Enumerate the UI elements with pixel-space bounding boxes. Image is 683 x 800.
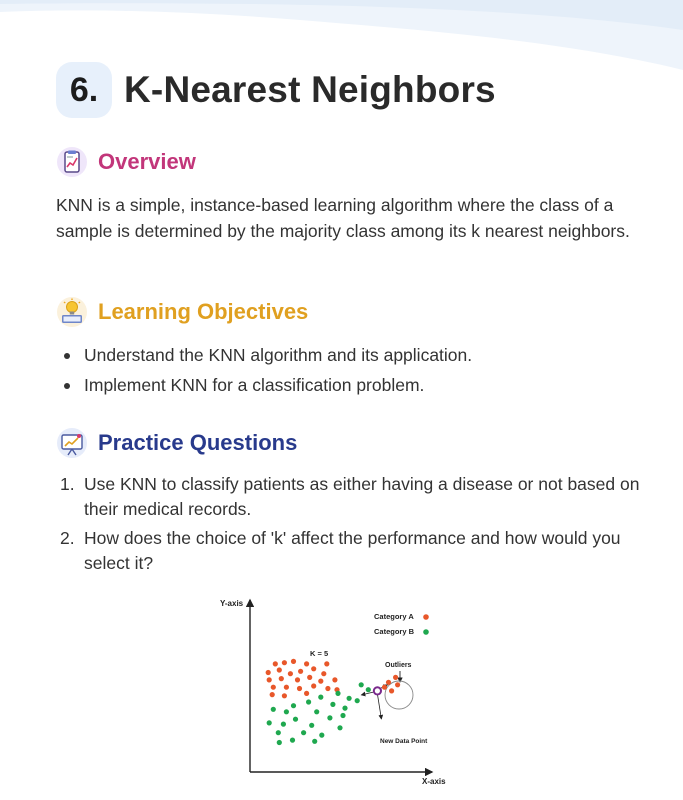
knn-scatter-chart — [200, 590, 446, 795]
presentation-board-icon — [56, 427, 88, 459]
legend-swatch-category-a — [423, 614, 429, 620]
item-number: 2. — [60, 528, 75, 548]
legend-label-category-a: Category A — [374, 612, 414, 621]
point-category-a — [386, 680, 391, 685]
list-item — [60, 526, 640, 576]
section-number-badge: 6. — [56, 62, 112, 118]
point-category-b — [281, 722, 286, 727]
point-category-b — [271, 707, 276, 712]
objectives-list — [62, 342, 472, 402]
practice-list — [60, 472, 640, 580]
item-number: 1. — [60, 474, 75, 494]
point-category-b — [301, 730, 306, 735]
new-data-point-label: New Data Point — [380, 738, 428, 745]
point-category-b — [290, 738, 295, 743]
point-category-b — [330, 702, 335, 707]
practice-heading — [56, 427, 297, 459]
point-category-b — [284, 709, 289, 714]
point-category-b — [309, 723, 314, 728]
point-category-a — [393, 675, 398, 680]
point-category-a — [318, 679, 323, 684]
point-category-a — [282, 660, 287, 665]
x-axis-label: X-axis — [422, 777, 446, 786]
legend-label-category-b: Category B — [374, 627, 415, 636]
k-value-label: K = 5 — [310, 649, 329, 658]
objectives-title: Learning Objectives — [98, 299, 309, 324]
point-category-b — [337, 725, 342, 730]
y-axis-label: Y-axis — [220, 599, 244, 608]
point-category-a — [288, 671, 293, 676]
point-category-b — [366, 687, 371, 692]
list-item — [60, 472, 640, 522]
new-data-point-marker — [374, 687, 381, 694]
overview-text: KNN is a simple, instance-based learning algorithm where the class of a sample is determined by the majority class among its k nearest neighbors. — [56, 195, 630, 241]
point-category-b — [347, 696, 352, 701]
point-category-a — [332, 677, 337, 682]
point-category-a — [273, 661, 278, 666]
point-category-b — [291, 703, 296, 708]
page-title-row — [56, 62, 496, 118]
point-category-b — [293, 717, 298, 722]
point-category-a — [307, 675, 312, 680]
point-category-b — [312, 739, 317, 744]
point-category-a — [395, 682, 400, 687]
list-item: Implement KNN for a classification problem. — [62, 372, 472, 398]
point-category-a — [295, 677, 300, 682]
point-category-a — [282, 693, 287, 698]
arrow-to-label — [377, 694, 381, 719]
point-category-b — [359, 682, 364, 687]
lightbulb-book-icon — [56, 296, 88, 328]
point-category-b — [318, 695, 323, 700]
point-category-a — [279, 676, 284, 681]
item-text: How does the choice of 'k' affect the performance and how would you select it? — [84, 528, 621, 573]
point-category-a — [266, 670, 271, 675]
data-points — [266, 659, 401, 745]
point-category-a — [297, 686, 302, 691]
point-category-b — [327, 715, 332, 720]
item-text: Use KNN to classify patients as either having a disease or not based on their medical records. — [84, 474, 640, 519]
point-category-b — [355, 698, 360, 703]
point-category-a — [325, 686, 330, 691]
point-category-a — [382, 685, 387, 690]
point-category-a — [298, 669, 303, 674]
point-category-a — [277, 667, 282, 672]
point-category-a — [291, 659, 296, 664]
overview-title: Overview — [98, 149, 196, 174]
arrow-to-category-b — [361, 692, 374, 695]
clipboard-chart-icon — [56, 146, 88, 178]
point-category-b — [319, 733, 324, 738]
point-category-b — [335, 691, 340, 696]
point-category-a — [267, 677, 272, 682]
legend-swatch-category-b — [423, 629, 429, 635]
list-item: Understand the KNN algorithm and its application. — [62, 342, 472, 368]
practice-title: Practice Questions — [98, 430, 298, 455]
point-category-a — [304, 661, 309, 666]
objectives-heading — [56, 296, 308, 328]
point-category-a — [321, 671, 326, 676]
point-category-a — [304, 691, 309, 696]
point-category-a — [324, 661, 329, 666]
point-category-a — [270, 692, 275, 697]
point-category-b — [306, 699, 311, 704]
page-title: K-Nearest Neighbors — [124, 69, 496, 110]
point-category-b — [276, 730, 281, 735]
point-category-a — [311, 666, 316, 671]
point-category-a — [284, 685, 289, 690]
point-category-b — [340, 713, 345, 718]
point-category-a — [311, 683, 316, 688]
point-category-b — [342, 706, 347, 711]
outliers-label: Outliers — [385, 662, 412, 669]
point-category-b — [277, 740, 282, 745]
chart-legend — [374, 612, 429, 636]
point-category-a — [389, 688, 394, 693]
overview-heading — [56, 146, 196, 178]
point-category-a — [271, 685, 276, 690]
point-category-b — [314, 709, 319, 714]
point-category-b — [267, 720, 272, 725]
